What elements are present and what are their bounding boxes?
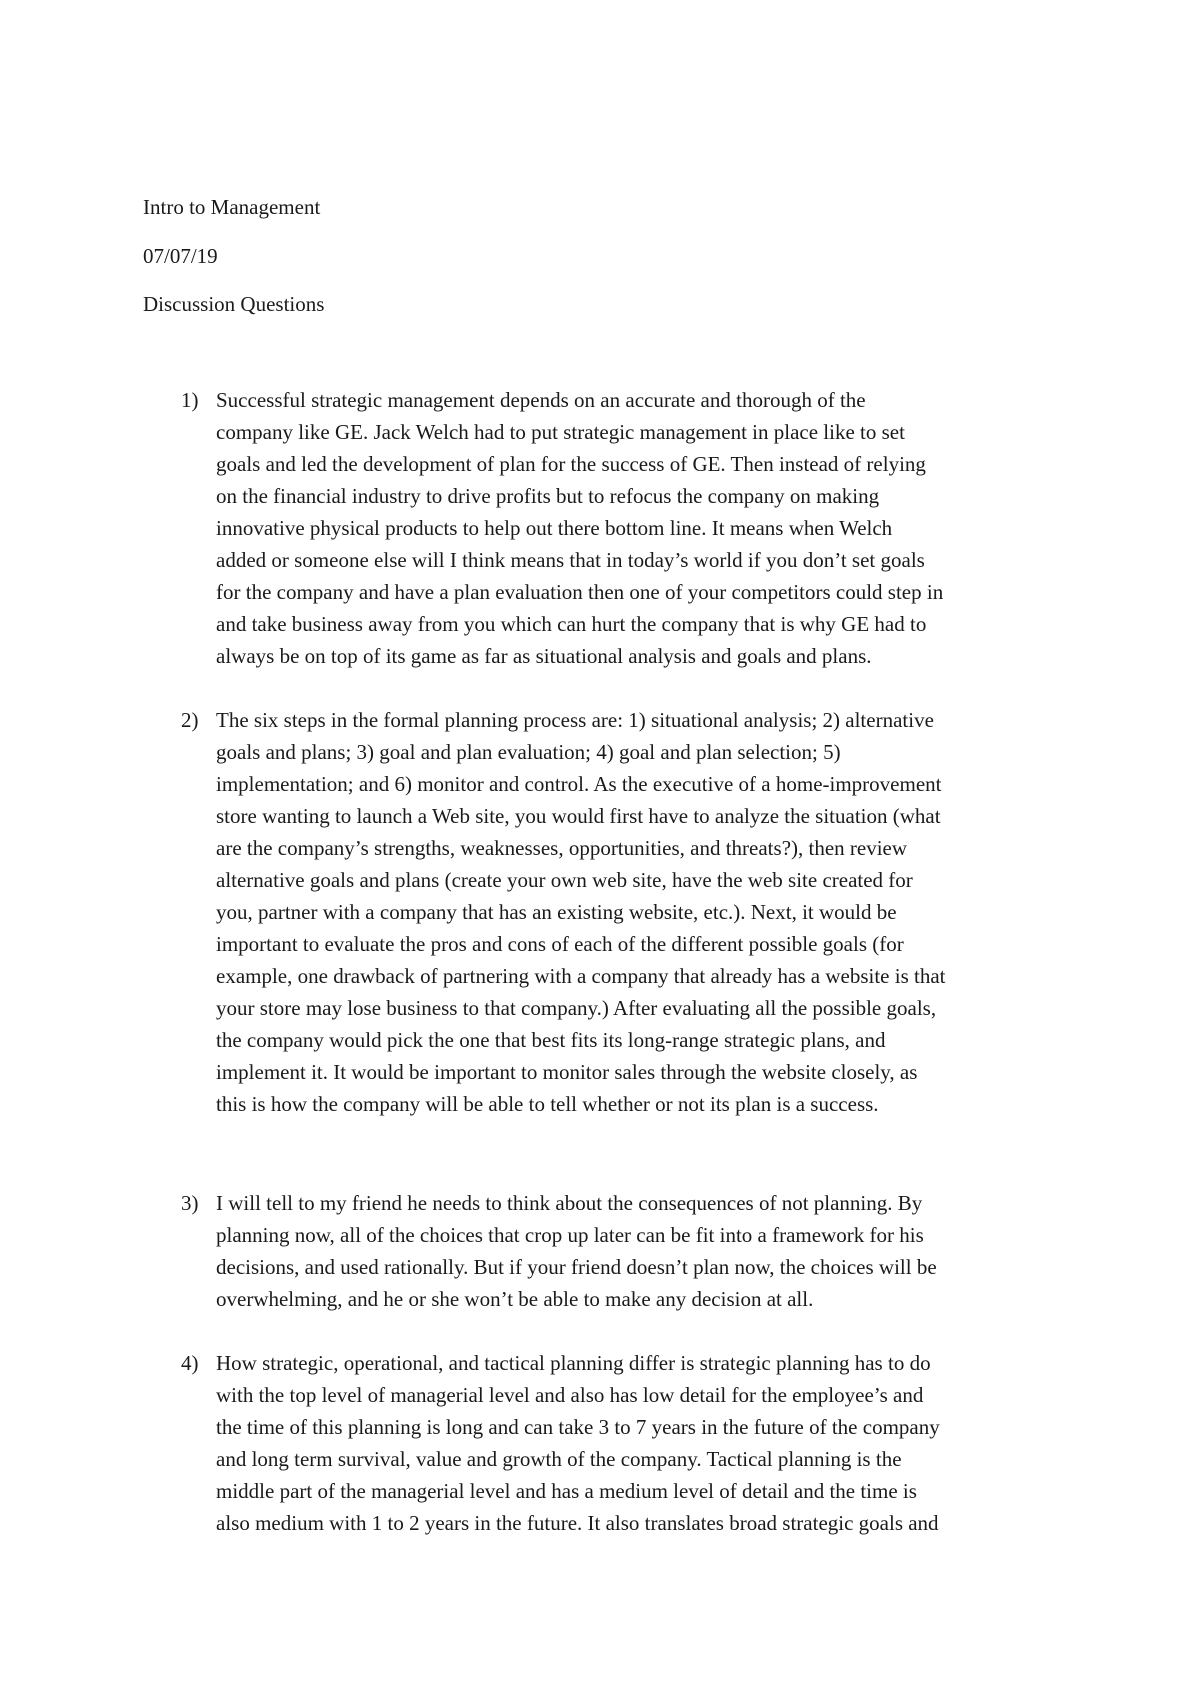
question-number: 3) bbox=[181, 1191, 199, 1215]
document-date: 07/07/19 bbox=[143, 244, 218, 268]
question-answer-text: I will tell to my friend he needs to think about the consequences of not planning. By planning now, all of the choices that crop up later can be fit into a framework for his decisions, and used rationally. But if your friend doesn’t plan now, the choices will be overwhelming, and he or she won’t be able to make any decision at all. bbox=[216, 1191, 937, 1311]
question-number: 4) bbox=[181, 1351, 199, 1375]
question-answer-text: How strategic, operational, and tactical planning differ is strategic planning has to do with the top level of managerial level and also has low detail for the employee’s and the time of this planning is long and can take 3 to 7 years in the future of the company and long term survival, value and growth of the company. Tactical planning is the middle part of the managerial level and has a medium level of detail and the time is also medium with 1 to 2 years in the future. It also translates broad strategic goals and bbox=[216, 1351, 940, 1535]
document-heading: Discussion Questions bbox=[143, 292, 325, 316]
question-answer-text: The six steps in the formal planning process are: 1) situational analysis; 2) alternative goals and plans; 3) goal and plan evaluation; 4) goal and plan selection; 5) implementation; and 6) monitor and control. As the executive of a home-improvement store wanting to launch a Web site, you would first have to analyze the situation (what are the company’s strengths, weaknesses, opportunities, and threats?), then review alternative goals and plans (create your own web site, have the web site created for you, partner with a company that has an existing website, etc.). Next, it would be important to evaluate the pros and cons of each of the different possible goals (for example, one drawback of partnering with a company that already has a website is that your store may lose business to that company.) After evaluating all the possible goals, the company would pick the one that best fits its long-range strategic plans, and implement it. It would be important to monitor sales through the website closely, as this is how the company will be able to tell whether or not its plan is a success. bbox=[216, 708, 946, 1116]
question-number: 2) bbox=[181, 708, 199, 732]
question-item-4 bbox=[143, 1347, 1078, 1539]
question-item-3 bbox=[143, 1187, 1078, 1315]
question-answer-text: Successful strategic management depends on an accurate and thorough of the company like GE. Jack Welch had to put strategic management in place like to set goals and led the development of plan for the success of GE. Then instead of relying on the financial industry to drive profits but to refocus the company on making innovative physical products to help out there bottom line. It means when Welch added or someone else will I think means that in today’s world if you don’t set goals for the company and have a plan evaluation then one of your competitors could step in and take business away from you which can hurt the company that is why GE had to always be on top of its game as far as situational analysis and goals and plans. bbox=[216, 388, 944, 668]
question-item-2 bbox=[143, 704, 1078, 1120]
question-number: 1) bbox=[181, 388, 199, 412]
question-item-1 bbox=[143, 384, 1078, 672]
course-title: Intro to Management bbox=[143, 195, 321, 219]
